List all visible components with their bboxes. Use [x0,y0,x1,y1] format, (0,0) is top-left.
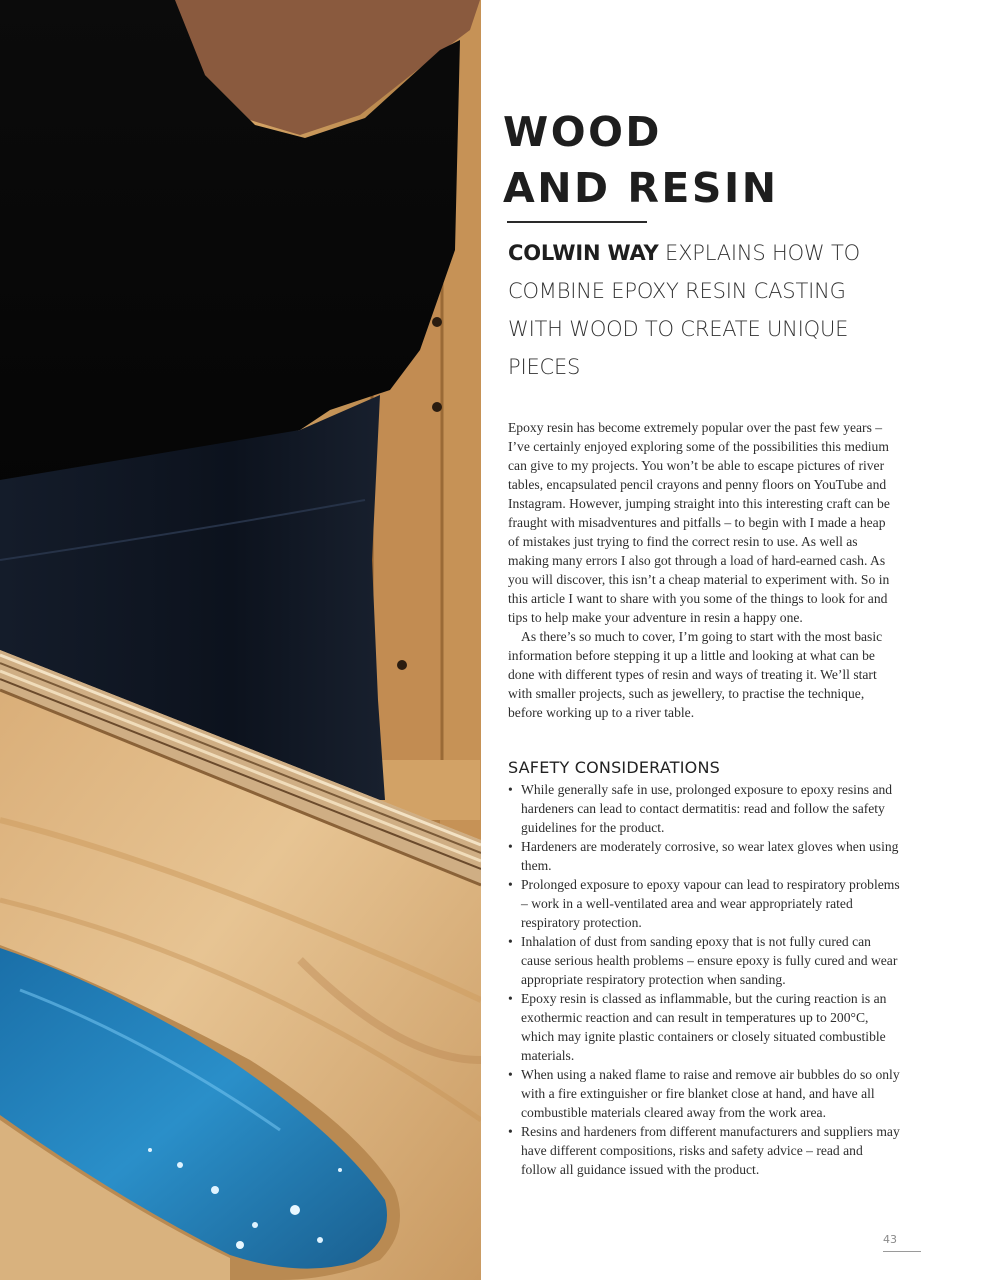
list-item-text: Inhalation of dust from sanding epoxy that is not fully cured can cause serious health problems – ensure epoxy is fully cured and wear appropriate respiratory protection when sanding. [521,934,898,987]
list-item-text: Hardeners are moderately corrosive, so wear latex gloves when using them. [521,839,899,873]
bullet-icon: • [508,1067,513,1082]
page-number-rule [883,1251,921,1252]
safety-list [508,780,900,1179]
bullet-icon: • [508,991,513,1006]
standfirst-text: EXPLAINS HOW TO COMBINE EPOXY RESIN CASTING WITH WOOD TO CREATE UNIQUE PIECES [508,241,860,379]
body-paragraph: As there’s so much to cover, I’m going to start with the most basic information before stepping it up a little and looking at what can be done with different types of resin and ways of treating it. We’ll start with smaller projects, such as jewellery, to practise the technique, before working up to a river table. [508,629,883,720]
list-item-text: When using a naked flame to raise and remove air bubbles do so only with a fire extinguisher or fire blanket close at hand, and have all combustible materials cleared away from the work area. [521,1067,900,1120]
list-item [508,989,900,1065]
author-name: COLWIN WAY [508,241,659,265]
bullet-icon: • [508,934,513,949]
list-item [508,1122,900,1179]
article-body [508,418,900,722]
article-photo [0,0,481,1280]
article-title [503,104,779,216]
list-item [508,932,900,989]
list-item [508,1065,900,1122]
bullet-icon: • [508,839,513,854]
list-item-text: Epoxy resin is classed as inflammable, but the curing reaction is an exothermic reaction and can result in temperatures up to 200°C, which may ignite plastic containers or closely situated combustible materials. [521,991,887,1063]
title-line-2: AND RESIN [503,164,779,212]
title-divider [507,221,647,223]
section-heading-safety: SAFETY CONSIDERATIONS [508,758,720,777]
list-item-text: Resins and hardeners from different manufacturers and suppliers may have different compositions, risks and safety advice – read and follow all guidance issued with the product. [521,1124,900,1177]
bullet-icon: • [508,1124,513,1139]
page-number: 43 [883,1233,897,1246]
body-paragraph: Epoxy resin has become extremely popular over the past few years – I’ve certainly enjoyed exploring some of the possibilities this medium can give to my projects. You won’t be able to escape pictures of river tables, encapsulated pencil crayons and penny floors on YouTube and Instagram. However, jumping straight into this interesting craft can be fraught with misadventures and pitfalls – to begin with I made a heap of mistakes just trying to find the correct resin to use. As well as making many errors I also got through a load of hard-earned cash. As you will discover, this isn’t a cheap material to experiment with. So in this article I want to share with you some of the things to look for and tips to help make your adventure in resin a happy one. [508,420,890,625]
list-item-text: Prolonged exposure to epoxy vapour can lead to respiratory problems – work in a well-ventilated area and wear appropriately rated respiratory protection. [521,877,900,930]
standfirst [508,234,868,386]
title-line-1: WOOD [503,108,662,156]
list-item [508,875,900,932]
bullet-icon: • [508,782,513,797]
list-item [508,837,900,875]
woodwork-resin-photo [0,0,481,1280]
list-item [508,780,900,837]
bullet-icon: • [508,877,513,892]
list-item-text: While generally safe in use, prolonged exposure to epoxy resins and hardeners can lead to contact dermatitis: read and follow the safety guidelines for the product. [521,782,893,835]
